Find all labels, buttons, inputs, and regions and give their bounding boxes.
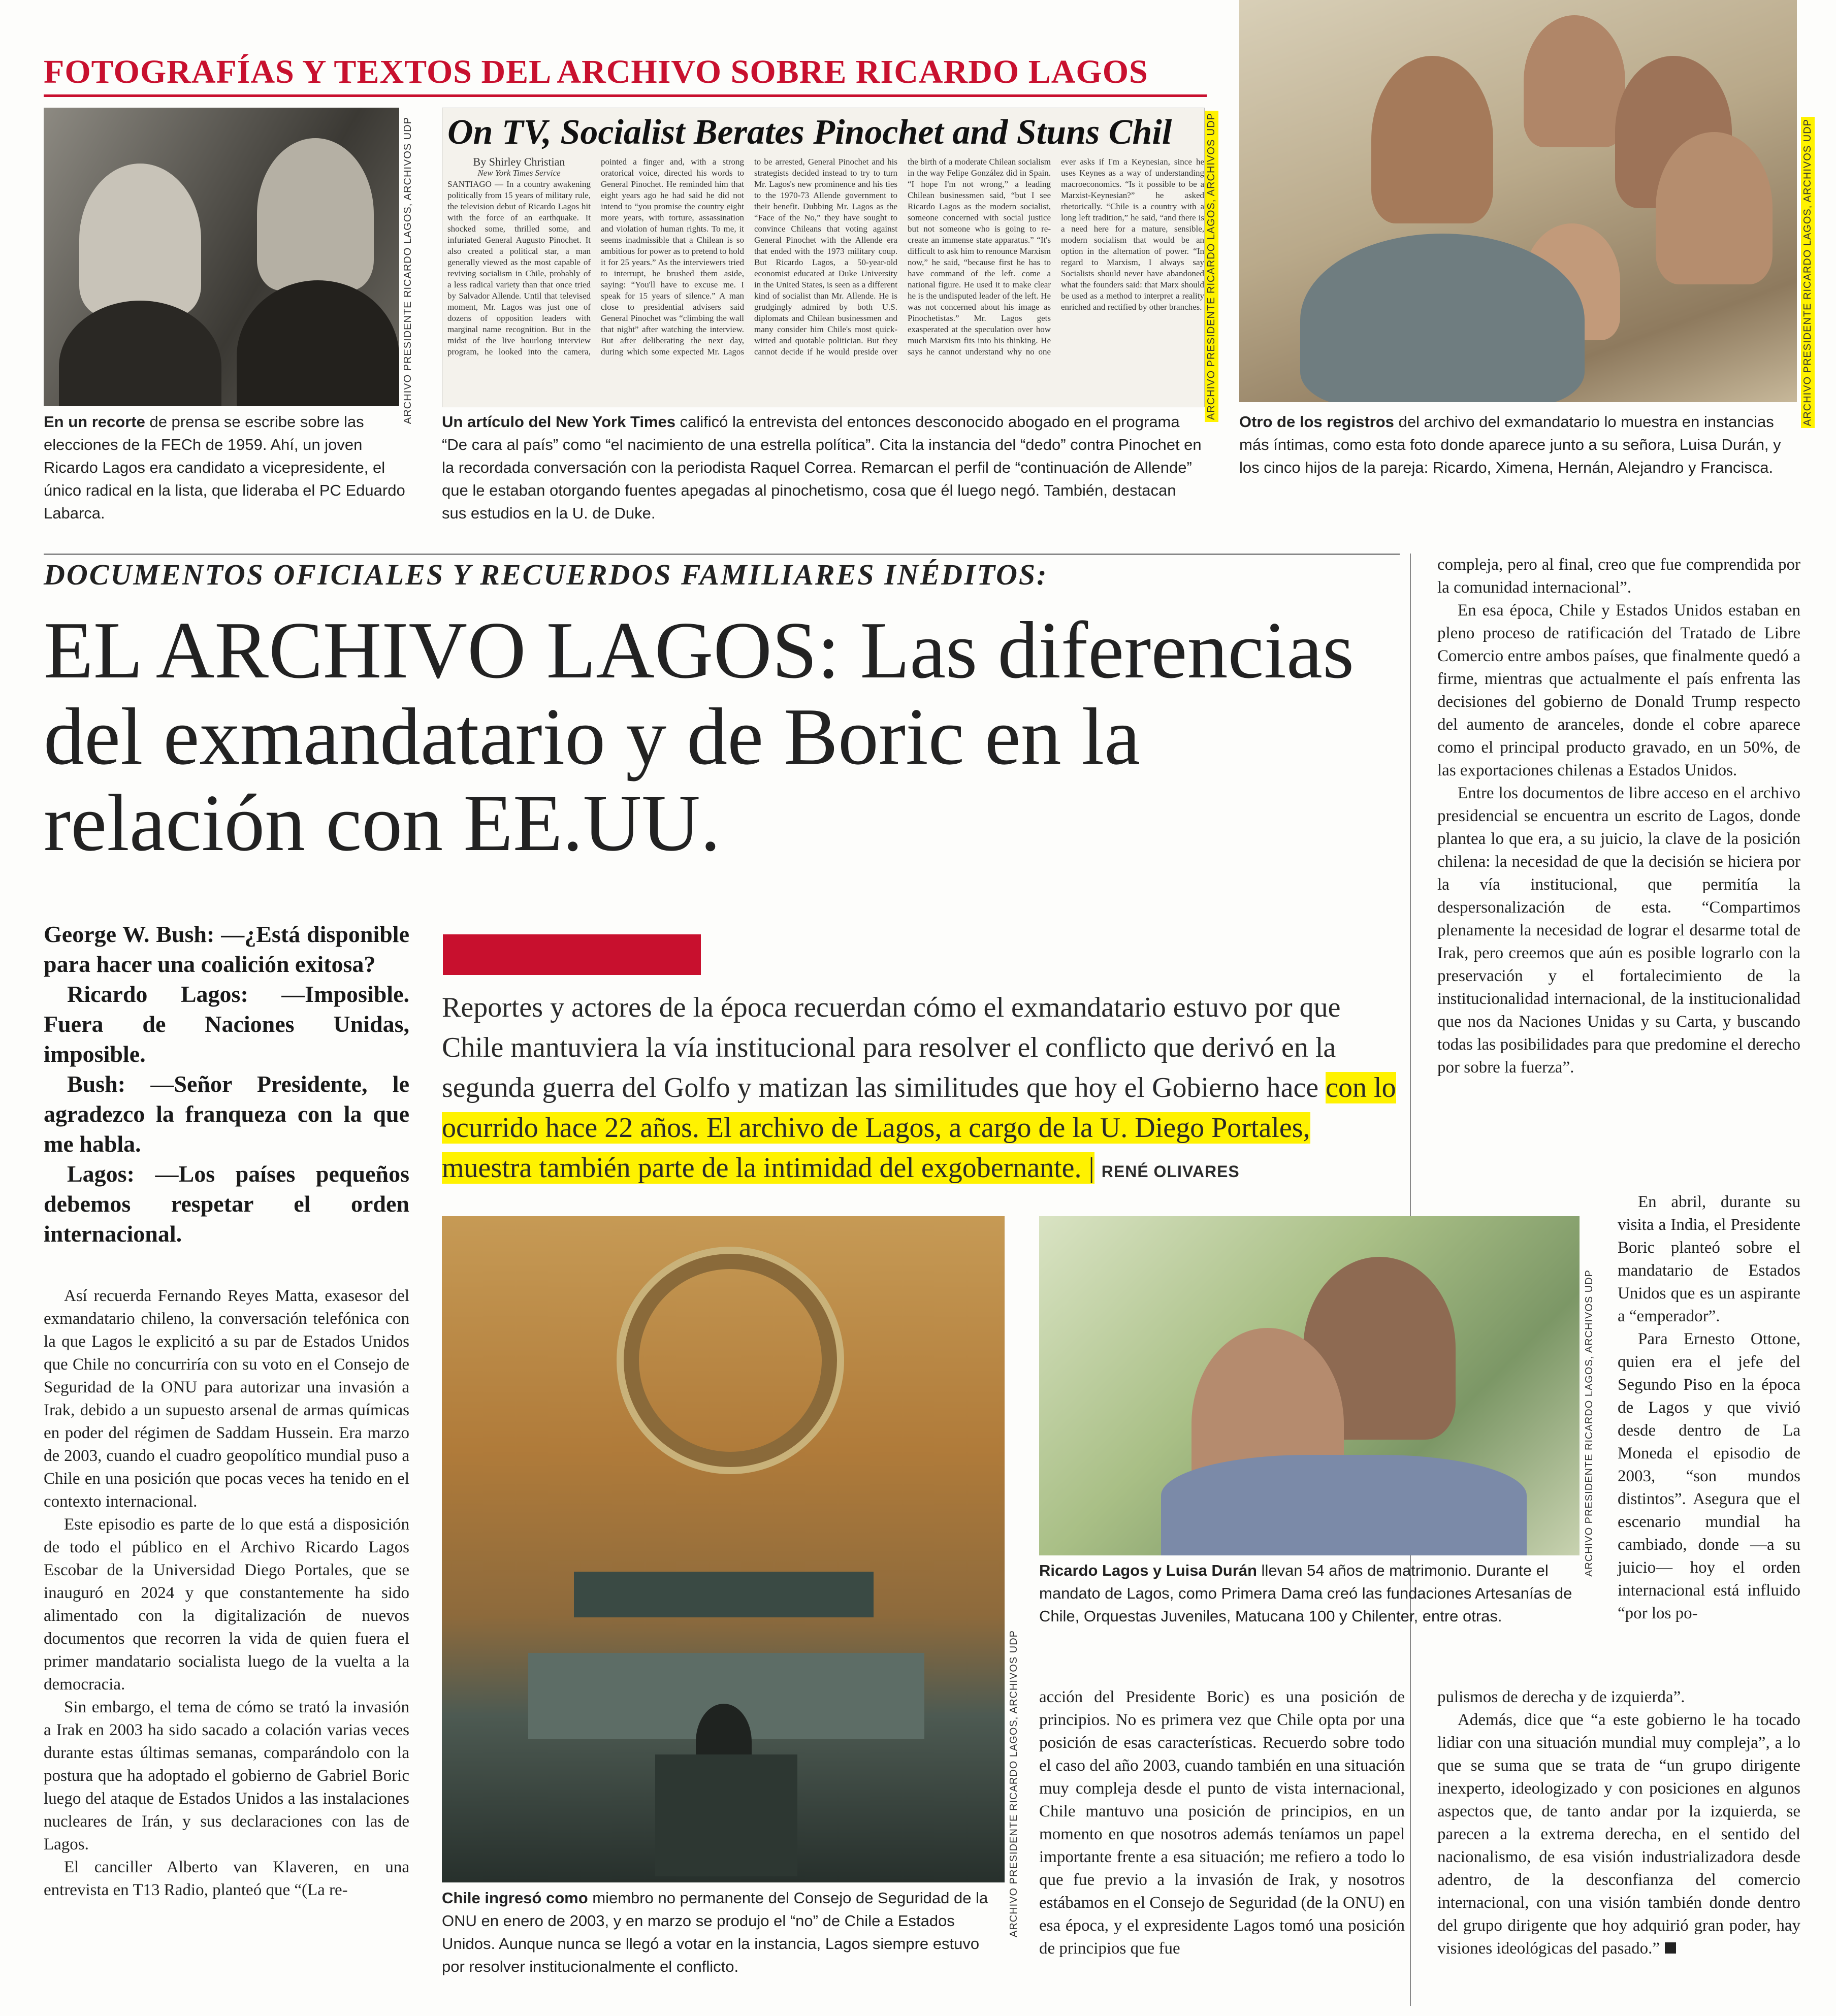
dek-text: Reportes y actores de la época recuerdan cómo el exmandatario estuvo por que Chile mantuviera la vía institucional para resolver el conflicto que derivó en la segunda guerra del Golfo y matizan las similitudes que hoy el Gobierno hace — [442, 992, 1341, 1103]
nyt-service: New York Times Service — [477, 168, 561, 178]
body-column-3 — [1039, 1686, 1405, 1960]
paragraph: acción del Presidente Boric) es una posición de principios. No es primera vez que Chile opta por una posición de esas características. Recuerdo sobre todo el caso del año 2003, cuando también en una situación muy compleja desde el punto de vista internacional, Chile mantuvo una posición de principios, en un momento en que nosotros además teníamos un papel importante frente a esa situación; me refiero a todo lo que fue previo a la invasión de Irak, y nosotros estábamos en el Consejo de Seguridad (de la ONU) en esa época, y el expresidente Lagos tomó una posición de principios que fue — [1039, 1688, 1405, 1958]
fech-clipping-caption — [44, 410, 409, 525]
paragraph: compleja, pero al final, creo que fue comprendida por la comunidad internacional”. — [1437, 556, 1800, 597]
nyt-body-text: SANTIAGO — In a country awakening politically from 15 years of military rule, the television debut of Ricardo Lagos hit with the force of an earthquake. It shocked some, thrilled some, and infuriated General Augusto Pinochet. It also created a political star, a man generally viewed as the most capable of reviving socialism in Chile, probably of a less radical variety than that once tried by Salvador Allende. Until that televised moment, Mr. Lagos was just one of dozens of opposition leaders with marginal name recognition. But in the midst of the live hourlong interview program, he looked into the camera, pointed a finger and, with a strong oratorical voice, directed his words to General Pinochet. He reminded him that eight years ago he had said he did not intend to “you promise the country eight more years, with torture, assassination and violation of human rights. To me, it seems inadmissible that a Chilean is so ambitious for power as to pretend to hold it for 25 years.” As the interviewers tried to interrupt, he brushed them aside, saying: “You'll have to excuse me. I speak for 15 years of silence.” A man close to presidential advisers said General Pinochet was “climbing the wall that night” after watching the interview. But after deliberating the next day, during which some expected Mr. Lagos to be arrested, General Pinochet and his strategists decided instead to try to turn Mr. Lagos's new prominence and his ties to the 1970-73 Allende government to their benefit. Dubbing Mr. Lagos as the “Face of the No,” they have sought to convince Chileans that voting against General Pinochet with the Allende era that ended with the 1973 military coup. But Ricardo Lagos, a 50-year-old economist educated at Duke University in the United States, is seen as a different kind of socialist than Mr. Allende. He is grudgingly admired by both U.S. diplomats and Chilean businessmen and many consider him Chile's most quick-witted and quotable politician. But they cannot decide if he would preside over the birth of a moderate Chilean socialism in the way Felipe González did in Spain. “I hope I'm not wrong,” a leading Chilean businessmen said, “but I see Ricardo Lagos as the modern socialist, someone concerned with social justice but not someone who is going to re-create an immense state apparatus.” “It's difficult to ask him to renounce Marxism now,” he said, “because first he has to have command of the left. come a national figure. He used it to make clear he is the undisputed leader of the left. He was not concerned about his image as Pinochetistas.” Mr. Lagos gets exasperated at the speculation over how much Marxism fits into his thinking. He says he cannot understand why no one ever asks if I'm a Keynesian, since he uses Keynes as a way of understanding macroeconomics. “Is it possible to be a Marxist-Keynesian?” he asked rhetorically. “Chile is a country with a long left tradition,” he said, “and there is a need here for a mature, sensible, modern socialism that would be an option in the alternation of power. “In regard to Marxism, I always say Socialists should never have abandoned what the founders said: that Marx should be used as a method to interpret a reality enriched and rectified by other branches. — [447, 157, 1204, 356]
paragraph: Entre los documentos de libre acceso en el archivo presidencial se encuentra un escrito de Lagos, donde plantea lo que era, a su juicio, la clave de la posición chilena: la necesidad de que la decisión se hiciera por la vía institucional, que permitía la despersonalización de esta. “Compartimos plenamente la necesidad de lograr el desarme total de Irak, pero creemos que aún es posible lograrlo con la preservación y el fortalecimiento de la institucionalidad internacional, de la institucionalidad que nos da Naciones Unidas y su Carta, y buscando todas las posibilidades para que predomine el derecho por sobre la fuerza”. — [1437, 784, 1800, 1077]
paragraph: Para Ernesto Ottone, quien era el jefe del Segundo Piso en la época de Lagos y que vivió desde dentro de La Moneda el episodio de 2003, “son mundos distintos”. Asegura que el escenario mundial ha cambiado, donde —a su juicio— hoy el orden internacional está influido “por los po- — [1618, 1330, 1800, 1622]
caption-text: llevan 54 años de matrimonio. Durante el mandato de Lagos, como Primera Dama creó las fundaciones Artesanías de Chile, Orquestas Juveniles, Matucana 100 y Chilenter, entre otras. — [1039, 1562, 1572, 1625]
dialogue-line: Ricardo Lagos: —Imposible. Fuera de Naciones Unidas, imposible. — [44, 981, 409, 1067]
caption-lead: Chile ingresó como — [442, 1889, 588, 1907]
paragraph: pulismos de derecha y de izquierda”. — [1437, 1688, 1685, 1706]
un-emblem — [617, 1247, 844, 1474]
caption-lead: En un recorte — [44, 413, 145, 431]
caption-text: de prensa se escribe sobre las elecciones de la FECh de 1959. Ahí, un joven Ricardo Lagos era candidato a vicepresidente, el único radical en la lista, que lideraba el PC Eduardo Labarca. — [44, 413, 405, 522]
body-column-1 — [44, 1285, 409, 1902]
nyt-headline: On TV, Socialist Berates Pinochet and Stuns Chil — [447, 113, 1172, 152]
family-photo-caption — [1239, 410, 1795, 479]
nyt-clipping — [442, 108, 1205, 407]
article-kicker: DOCUMENTOS OFICIALES Y RECUERDOS FAMILIARES INÉDITOS: — [44, 558, 1048, 591]
caption-lead: Ricardo Lagos y Luisa Durán — [1039, 1562, 1257, 1579]
paragraph — [1437, 1709, 1800, 1960]
un-photo-caption — [442, 1887, 1006, 1978]
dialogue-block — [44, 919, 409, 1249]
paragraph: El canciller Alberto van Klaveren, en una entrevista en T13 Radio, planteó que “(La re- — [44, 1858, 409, 1899]
paragraph: Este episodio es parte de lo que está a disposición de todo el público en el Archivo Ricardo Lagos Escobar de la Universidad Diego Portales, que se inauguró en 2024 y que constantemente ha sido alimentado con la digitalización de nuevos documentos que recorren la vida de quien fuera el primer mandatario socialista luego de la vuelta a la democracia. — [44, 1515, 409, 1694]
paragraph: En abril, durante su visita a India, el Presidente Boric planteó sobre el mandatario de Estados Unidos que es un aspirante a “emperador”. — [1618, 1193, 1800, 1325]
caption-lead: Otro de los registros — [1239, 413, 1394, 431]
body-column-4-narrow — [1618, 1191, 1800, 1625]
end-mark-icon — [1665, 1942, 1676, 1954]
un-assembly-photo — [442, 1216, 1005, 1882]
nyt-caption — [442, 410, 1204, 525]
accent-bar — [443, 934, 701, 975]
article-headline: EL ARCHIVO LAGOS: Las diferencias del exmandatario y de Boric en la relación con EE.UU. — [44, 605, 1355, 868]
paragraph: Así recuerda Fernando Reyes Matta, exasesor del exmandatario chileno, la conversación telefónica con la que Lagos le explicitó a su par de Estados Unidos que Chile no concurriría con su voto en el Consejo de Seguridad de la ONU para autorizar una invasión a Irak, debido a un supuesto arsenal de armas químicas en poder del régimen de Saddam Hussein. Era marzo de 2003, cuando el cuadro geopolítico mundial puso a Chile en una posición que pocas veces ha tenido en el contexto internacional. — [44, 1287, 409, 1511]
couple-photo — [1039, 1216, 1580, 1555]
nyt-byline: By Shirley Christian — [473, 155, 565, 168]
nyt-body — [447, 156, 1204, 407]
fech-clipping-photo — [44, 108, 399, 406]
couple-photo-caption — [1039, 1559, 1588, 1628]
dialogue-line: Lagos: —Los países pequeños debemos respetar el orden internacional. — [44, 1161, 409, 1247]
byline: RENÉ OLIVARES — [1101, 1162, 1240, 1181]
caption-text: del archivo del exmandatario lo muestra en instancias más íntimas, como esta foto donde aparece junto a su señora, Luisa Durán, y los cinco hijos de la pareja: Ricardo, Ximena, Hernán, Alejandro y Francisca. — [1239, 413, 1781, 476]
paragraph: En esa época, Chile y Estados Unidos estaban en pleno proceso de ratificación del Tratado de Libre Comercio entre ambos países, que finalmente quedó a firme, mientras que actualmente el país enfrenta las decisiones del gobierno de Donald Trump respecto del aumento de aranceles, donde el cobre aparece como el principal producto gravado, en un 50%, de las exportaciones chilenas a Estados Unidos. — [1437, 601, 1800, 779]
caption-text: calificó la entrevista del entonces desconocido abogado en el programa “De cara al país” como “el nacimiento de una estrella política”. Cita la instancia del “dedo” contra Pinochet en la recordada conversación con la periodista Raquel Correa. Remarcan el perfil de “continuación de Allende” que le estaban otorgando fuentes apegadas al pinochetismo, cosa que él luego negó. También, destacan sus estudios en la U. de Duke. — [442, 413, 1202, 522]
paragraph-text: Además, dice que “a este gobierno le ha tocado lidiar con una situación mundial muy compleja”, a lo que se suma que se trata de “un grupo dirigente inexperto, ideologizado y con posiciones en algunos aspectos que, de tanto andar por la izquierda, se parecen a la extrema derecha, en el sentido del nacionalismo, de esa visión industrializadora desde adentro, de la desconfianza del comercio internacional, con una visión también donde dentro del grupo dirigente que hoy adquirió gran poder, hay visiones ideológicas del pasado.” — [1437, 1711, 1800, 1958]
photo-credit: ARCHIVO PRESIDENTE RICARDO LAGOS, ARCHIVOS UDP — [402, 117, 413, 424]
dek-highlighted-text: con lo ocurrido hace 22 años. El archivo de Lagos, a cargo de la U. Diego Portales, muestra también parte de la intimidad del exgobernante. | — [442, 1072, 1396, 1184]
photo-credit: ARCHIVO PRESIDENTE RICARDO LAGOS, ARCHIVOS UDP — [1584, 1270, 1595, 1577]
paragraph: Sin embargo, el tema de cómo se trató la invasión a Irak en 2003 ha sido sacado a colación varias veces durante estas últimas semanas, comparándolo con la postura que ha adoptado el gobierno de Gabriel Boric luego del ataque de Estados Unidos a las instalaciones nucleares de Irán, y sus declaraciones con las de Lagos. — [44, 1698, 409, 1854]
family-photo — [1239, 0, 1797, 402]
caption-lead: Un artículo del New York Times — [442, 413, 675, 431]
section-kicker: FOTOGRAFÍAS Y TEXTOS DEL ARCHIVO SOBRE RICARDO LAGOS — [44, 53, 1207, 97]
dialogue-line: George W. Bush: —¿Está disponible para hacer una coalición exitosa? — [44, 921, 409, 977]
dialogue-line: Bush: —Señor Presidente, le agradezco la franqueza con la que me habla. — [44, 1071, 409, 1157]
caption-text: miembro no permanente del Consejo de Seguridad de la ONU en enero de 2003, y en marzo se produjo el “no” de Chile a Estados Unidos. Aunque nunca se llegó a votar en la instancia, Lagos siempre estuvo por resolver institucionalmente el conflicto. — [442, 1889, 988, 1975]
photo-credit: ARCHIVO PRESIDENTE RICARDO LAGOS, ARCHIVOS UDP — [1008, 1630, 1019, 1937]
horizontal-rule — [44, 554, 1400, 555]
body-column-4-bottom — [1437, 1686, 1800, 1960]
body-column-4-top — [1437, 554, 1800, 1079]
photo-credit: ARCHIVO PRESIDENTE RICARDO LAGOS, ARCHIVOS UDP — [1801, 117, 1815, 428]
article-dek — [442, 988, 1397, 1192]
photo-credit: ARCHIVO PRESIDENTE RICARDO LAGOS, ARCHIVOS UDP — [1205, 111, 1218, 422]
